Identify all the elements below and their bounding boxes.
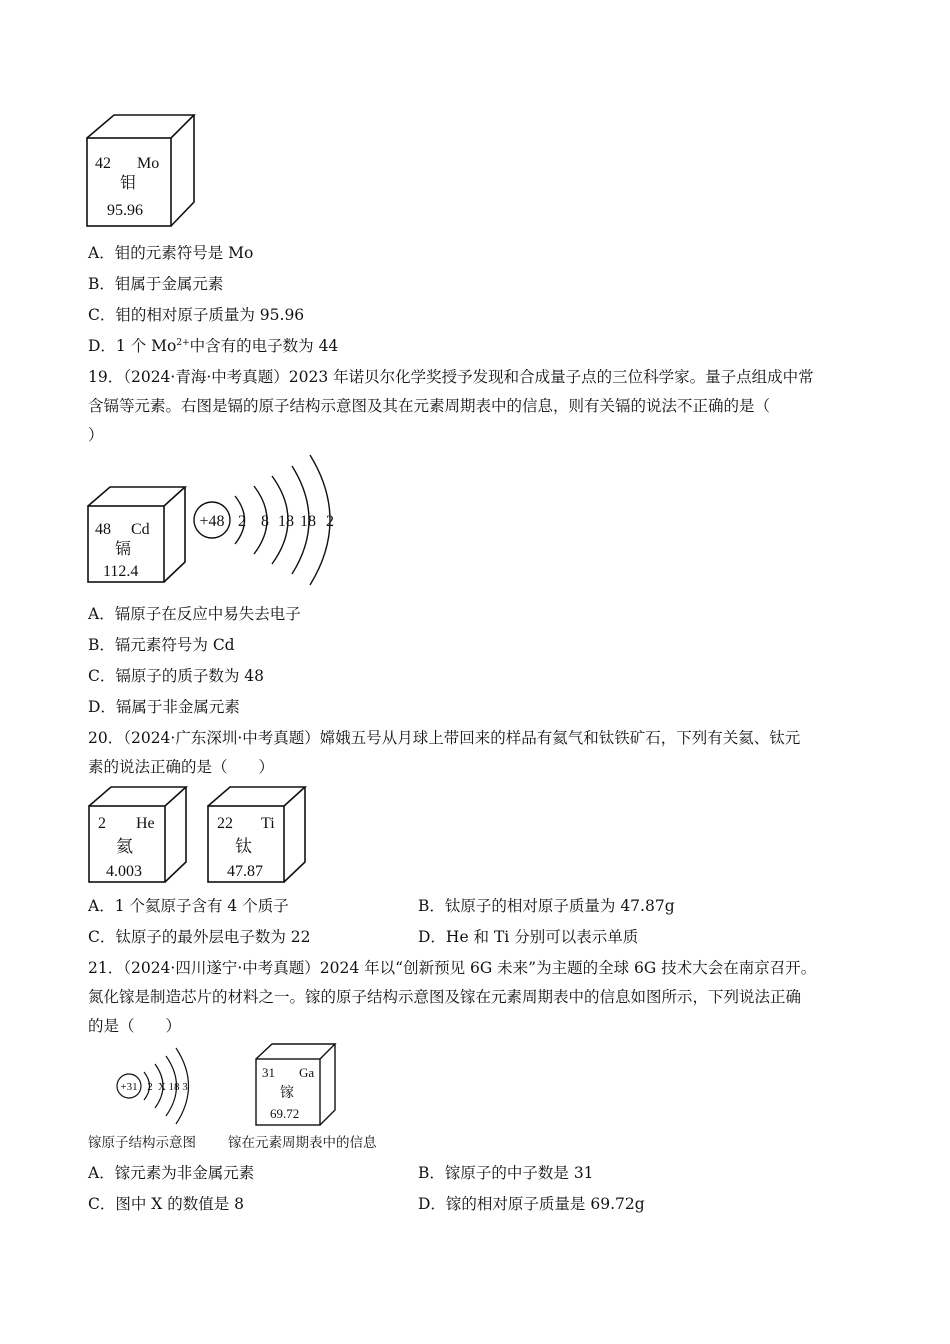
mo-symbol: Mo [137, 155, 160, 172]
q18-option-c: C．钼的相对原子质量为 95.96 [88, 306, 305, 324]
cd-atom-structure-diagram [188, 450, 340, 590]
q20-option-d: D．He 和 Ti 分别可以表示单质 [418, 928, 639, 946]
q18-option-a: A．钼的元素符号是 Mo [88, 244, 254, 262]
q20-option-b: B．钛原子的相对原子质量为 47.87g [418, 897, 675, 915]
q18-option-d-post: 中含有的电子数为 44 [189, 337, 339, 355]
q19-stem-line1: 19．（2024·青海·中考真题）2023 年诺贝尔化学奖授予发现和合成量子点的三位科学家。量子点组成中常 [88, 368, 814, 386]
q21-stem-line3: 的是（ ） [88, 1017, 182, 1035]
ti-mass: 47.87 [227, 863, 263, 880]
cd-symbol: Cd [131, 521, 150, 538]
ga-atomic-number: 31 [262, 1065, 275, 1080]
ga-shell-electrons-2: X [158, 1081, 166, 1093]
ga-element-cube [254, 1042, 338, 1128]
cd-atomic-number: 48 [95, 521, 111, 538]
mo-ion-charge: 2+ [176, 337, 190, 348]
ti-element-cube [205, 784, 309, 886]
mo-atomic-number: 42 [95, 155, 111, 172]
cd-shell-electrons-2: 8 [261, 513, 269, 530]
q21-option-c: C．图中 X 的数值是 8 [88, 1195, 245, 1213]
ga-mass: 69.72 [270, 1106, 300, 1121]
cd-shell-electrons-1: 2 [238, 513, 246, 530]
cd-name: 镉 [115, 541, 132, 558]
ga-shell-electrons-4: 3 [182, 1081, 188, 1093]
q19-option-b: B．镉元素符号为 Cd [88, 636, 235, 654]
q19-stem-line2: 含镉等元素。右图是镉的原子结构示意图及其在元素周期表中的信息，则有关镉的说法不正确的是（ [88, 397, 771, 415]
he-mass: 4.003 [106, 863, 142, 880]
ga-atom-caption: 镓原子结构示意图 [88, 1135, 196, 1151]
q21-option-b: B．镓原子的中子数是 31 [418, 1164, 594, 1182]
q18-option-d [88, 336, 338, 356]
ga-table-caption: 镓在元素周期表中的信息 [228, 1135, 377, 1151]
cd-shell-electrons-4: 18 [300, 513, 316, 530]
ga-atom-structure-diagram [113, 1046, 193, 1130]
q18-option-d-pre: D．1 个 Mo [88, 337, 177, 355]
q19-stem-line3: ） [88, 426, 104, 444]
mo-element-cube [84, 112, 198, 230]
he-element-cube [86, 784, 190, 886]
q20-option-c: C．钛原子的最外层电子数为 22 [88, 928, 311, 946]
ga-shell-electrons-1: 2 [147, 1081, 153, 1093]
ga-shell-electrons-3: 18 [168, 1081, 180, 1093]
q21-option-a: A．镓元素为非金属元素 [88, 1164, 255, 1182]
ti-symbol: Ti [261, 815, 275, 832]
ti-name: 钛 [235, 837, 252, 856]
he-symbol: He [136, 815, 155, 832]
cd-shell-electrons-3: 18 [278, 513, 294, 530]
mo-name: 钼 [120, 175, 137, 192]
cd-nucleus-charge: +48 [199, 513, 225, 530]
he-atomic-number: 2 [98, 815, 106, 832]
q21-option-d: D．镓的相对原子质量是 69.72g [418, 1195, 645, 1213]
cd-element-cube [85, 484, 189, 586]
q20-option-a: A．1 个氦原子含有 4 个质子 [88, 897, 289, 915]
q20-stem-line2: 素的说法正确的是（ ） [88, 758, 275, 776]
cd-shell-electrons-5: 2 [326, 513, 334, 530]
q18-option-b: B．钼属于金属元素 [88, 275, 224, 293]
cd-mass: 112.4 [103, 563, 139, 580]
ti-atomic-number: 22 [217, 815, 233, 832]
q19-option-d: D．镉属于非金属元素 [88, 698, 240, 716]
q21-stem-line1: 21．（2024·四川遂宁·中考真题）2024 年以“创新预见 6G 未来”为主题的全球 6G 技术大会在南京召开。 [88, 959, 817, 977]
ga-symbol: Ga [299, 1065, 315, 1080]
mo-mass: 95.96 [107, 202, 143, 219]
ga-name: 镓 [280, 1086, 294, 1101]
he-name: 氦 [116, 837, 133, 856]
q20-stem-line1: 20．（2024·广东深圳·中考真题）嫦娥五号从月球上带回来的样品有氦气和钛铁矿石，下列有关氦、钛元 [88, 729, 801, 747]
ga-nucleus-charge: +31 [120, 1081, 138, 1093]
q19-option-c: C．镉原子的质子数为 48 [88, 667, 265, 685]
q21-stem-line2: 氮化镓是制造芯片的材料之一。镓的原子结构示意图及镓在元素周期表中的信息如图所示，下列说法正确 [88, 988, 802, 1006]
q19-option-a: A．镉原子在反应中易失去电子 [88, 605, 301, 623]
